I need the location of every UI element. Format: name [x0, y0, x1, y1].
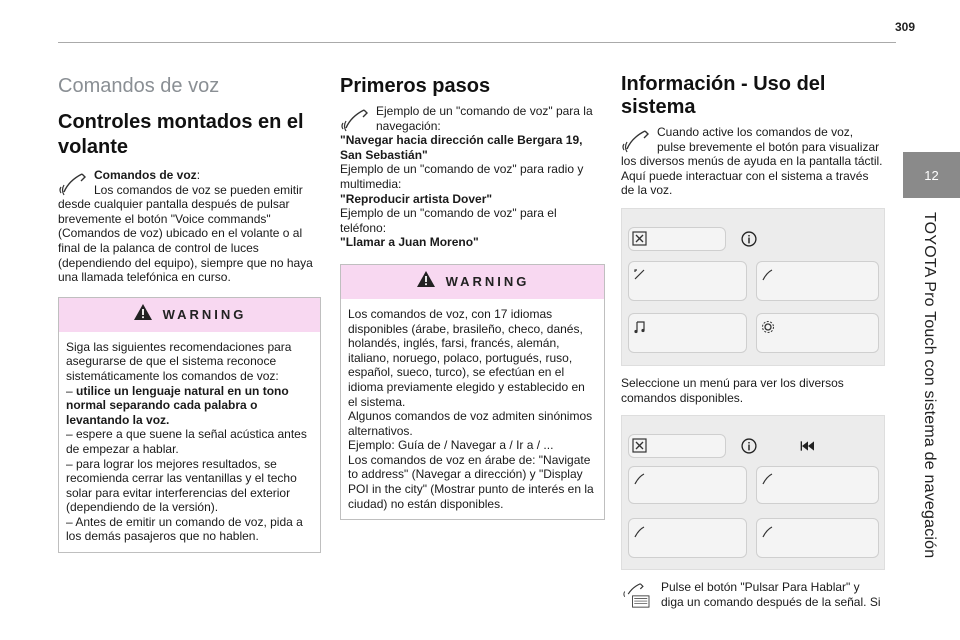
warning-box: [58, 297, 321, 553]
screen-caption: Seleccione un menú para ver los diversos comandos disponibles.: [621, 375, 844, 405]
warning-title: WARNING: [445, 274, 530, 290]
microphone-icon: [760, 267, 776, 283]
microphone-icon: [632, 524, 648, 540]
microphone-icon: [760, 524, 776, 540]
microphone-icon: [632, 471, 648, 487]
music-note-icon: [632, 319, 648, 335]
example-text: Ejemplo de un "comando de voz" para la navegación:: [376, 104, 593, 133]
navigation-icon: [632, 267, 648, 283]
subsection-heading: Controles montados en el volante: [58, 111, 304, 158]
close-icon: [632, 438, 648, 454]
voice-command-icon: [58, 170, 88, 196]
warning-bullet: – espere a que suene la señal acústica antes de empezar a hablar.: [66, 427, 307, 456]
warning-text: Los comandos de voz, con 17 idiomas disponibles (árabe, brasileño, checo, danés, holandés, inglés, farsi, francés, alemán, italiano, noruego, polaco, portugués, ruso, español, sueco, turco), se efectúan en el idioma previamente elegido y establecido en el sistema.: [348, 306, 585, 409]
example-text: Ejemplo de un "comando de voz" para el teléfono:: [340, 206, 557, 235]
commands-screen: [621, 415, 885, 570]
example-command: "Reproducir artista Dover": [340, 191, 493, 206]
intro-bold: Comandos de voz: [94, 168, 197, 182]
warning-bullet: – para lograr los mejores resultados, se recomienda cerrar las ventanillas y el techo solar para evitar interferencias del exterior (dependiendo de la versión).: [66, 456, 297, 515]
warning-header: [341, 265, 604, 299]
warning-text: Algunos comandos de voz admiten sinónimos alternativos.: [348, 409, 593, 438]
chapter-side-title: [906, 212, 946, 612]
page-number: 309: [895, 20, 916, 34]
top-divider: [58, 42, 896, 43]
chapter-side-title-text: TOYOTA Pro Touch con sistema de navegación: [921, 212, 938, 559]
column-right: [621, 70, 885, 612]
microphone-icon: [760, 471, 776, 487]
example-text: Ejemplo de un "comando de voz" para radio y multimedia:: [340, 162, 584, 191]
outro-text: Pulse el botón "Pulsar Para Hablar" y diga un comando después de la señal. Si: [661, 580, 881, 609]
info-icon[interactable]: [741, 438, 763, 460]
help-menu-screen: [621, 208, 885, 366]
close-icon: [632, 231, 648, 247]
warning-triangle-icon: [416, 270, 436, 293]
usage-intro: [621, 125, 885, 198]
warning-body: [59, 332, 320, 552]
warning-bullet-dash: –: [66, 383, 77, 398]
example-command: "Navegar hacia dirección calle Bergara 19, San Sebastián": [340, 133, 583, 162]
settings-icon: [760, 319, 776, 335]
warning-body: [341, 299, 604, 519]
info-icon[interactable]: [741, 231, 763, 253]
push-to-talk-note: [621, 580, 885, 609]
back-icon[interactable]: [800, 438, 824, 456]
section-heading: Primeros pasos: [340, 75, 491, 97]
section-heading: Información - Uso del sistema: [621, 73, 826, 118]
voice-examples: [340, 104, 605, 250]
example-command: "Llamar a Juan Moreno": [340, 235, 479, 250]
voice-command-icon: [621, 127, 651, 153]
section-heading: Comandos de voz: [58, 75, 220, 97]
warning-triangle-icon: [133, 303, 153, 326]
warning-text: Ejemplo: Guía de / Navegar a / Ir a / ...: [348, 438, 554, 453]
warning-title: WARNING: [162, 307, 247, 323]
column-middle: [340, 70, 605, 520]
warning-text: Los comandos de voz en árabe de: "Navigate to address" (Navegar a dirección) y "Display POI in the city" (Mostrar punto de interés en la ciudad) no están disponibles.: [348, 452, 594, 511]
warning-box: [340, 264, 605, 520]
warning-header: [59, 298, 320, 332]
warning-bullet-bold: utilice un lenguaje natural en un tono normal separando cada palabra o levantando la voz.: [66, 383, 289, 427]
intro-text: Cuando active los comandos de voz, pulse brevemente el botón para visualizar los diversos menús de ayuda en la pantalla táctil. Aquí puede interactuar con el sistema a través de la voz.: [621, 125, 883, 198]
warning-bullet: – Antes de emitir un comando de voz, pida a los demás pasajeros que no hablen.: [66, 514, 303, 544]
voice-command-icon: [340, 106, 370, 132]
chapter-tab: 12: [903, 152, 960, 198]
column-left: [58, 70, 321, 553]
voice-intro: [58, 168, 321, 285]
warning-line: Siga las siguientes recomendaciones para asegurarse de que el sistema reconoce sistemáticamente los comandos de voz:: [66, 339, 292, 383]
intro-text: : Los comandos de voz se pueden emitir desde cualquier pantalla después de pulsar brevemente el botón "Voice commands" (Comandos de voz) ubicado en el volante o al final de la palanca de control de luces (dependiendo del equipo), siempre que no haya una llamada telefónica en curso.: [58, 168, 313, 285]
push-to-talk-icon: [621, 582, 655, 612]
